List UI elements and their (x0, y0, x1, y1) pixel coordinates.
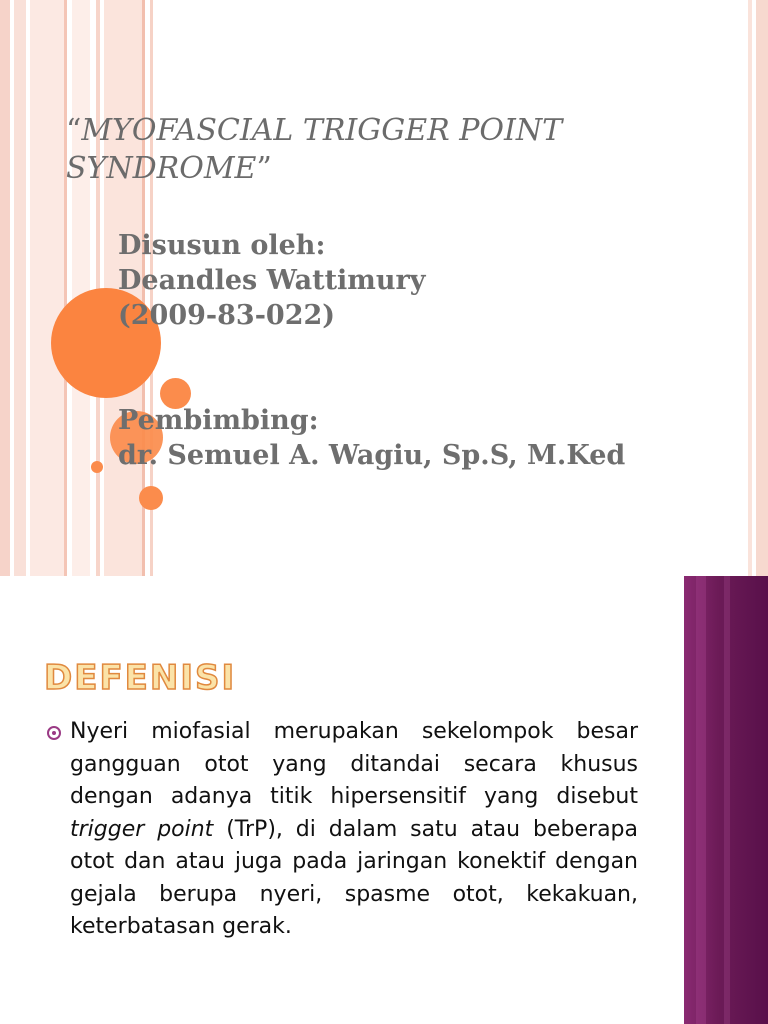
decor-circle (139, 486, 163, 510)
decor-stripe (30, 0, 64, 576)
supervisor-label: Pembimbing: (118, 405, 319, 436)
slide-title (66, 112, 706, 188)
paragraph-italic-term: trigger point (70, 816, 214, 842)
paragraph-text: (TrP), di dalam satu atau beberapa otot dan atau juga pada jaringan konektif dengan gejala berupa nyeri, spasme otot, kekakuan, keterbatasan gerak. (70, 816, 638, 939)
title-text: MYOFASCIAL TRIGGER POINT SYNDROME (66, 113, 563, 186)
decor-stripe (72, 0, 90, 576)
decor-stripe (64, 0, 67, 576)
definition-paragraph (70, 716, 638, 944)
definition-slide (0, 576, 768, 1024)
author-name: Deandles Wattimury (118, 265, 426, 296)
decor-stripe (0, 0, 10, 576)
decor-stripe (696, 576, 706, 1024)
title-close-quote: ” (256, 151, 272, 186)
decor-stripe (756, 0, 768, 576)
compiled-by-label: Disusun oleh: (118, 230, 326, 261)
decor-stripe (748, 0, 752, 576)
title-open-quote: “ (66, 113, 82, 148)
paragraph-text: Nyeri miofasial merupakan sekelompok besar gangguan otot yang ditandai secara khusus dengan adanya titik hipersensitif yang disebut (70, 719, 638, 809)
decor-stripe (14, 0, 26, 576)
section-heading: DEFENISI (44, 658, 237, 698)
decor-circle-small (91, 461, 103, 473)
decor-stripe (724, 576, 730, 1024)
supervisor-name: dr. Semuel A. Wagiu, Sp.S, M.Ked (118, 440, 626, 471)
author-id: (2009-83-022) (118, 300, 336, 331)
bullet-icon (47, 726, 61, 740)
